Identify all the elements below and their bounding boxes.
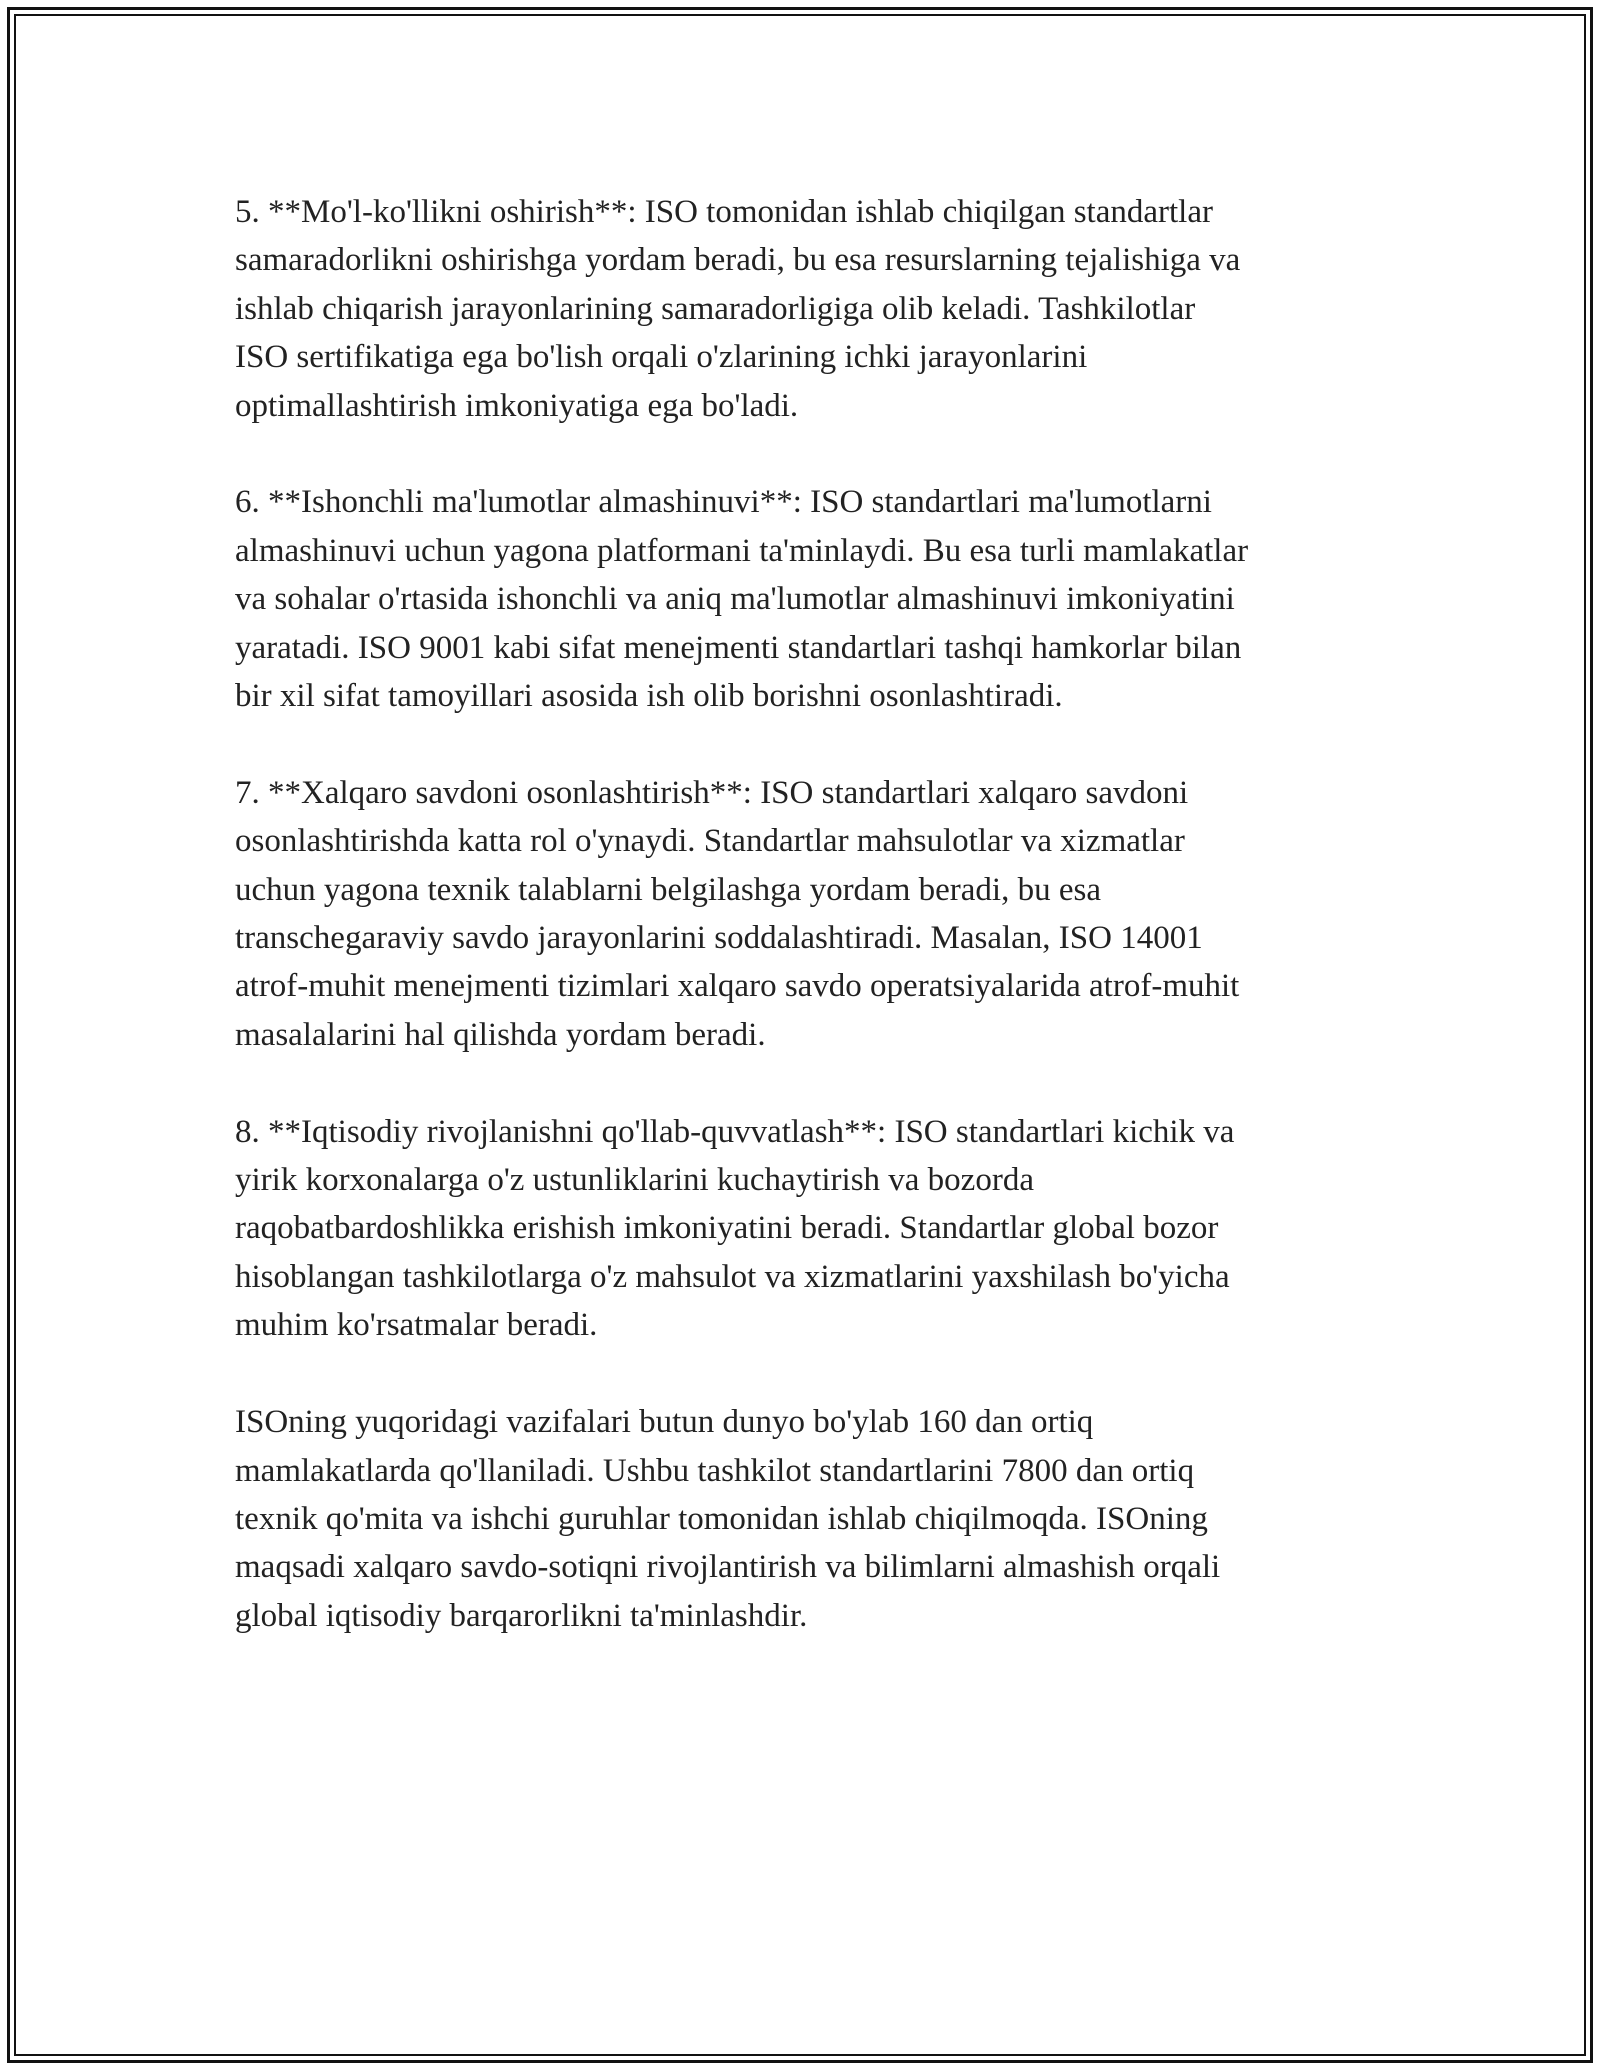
paragraph-item-6 xyxy=(235,478,1385,720)
text-line: samaradorlikni oshirishga yordam beradi, bu esa resurslarning tejalishiga va xyxy=(235,242,1241,279)
text-line: ishlab chiqarish jarayonlarining samaradorligiga olib keladi. Tashkilotlar xyxy=(235,290,1196,327)
text-line: transchegaraviy savdo jarayonlarini soddalashtiradi. Masalan, ISO 14001 xyxy=(235,920,1203,957)
paragraph-item-8 xyxy=(235,1108,1385,1350)
text-line: bir xil sifat tamoyillari asosida ish olib borishni osonlashtiradi. xyxy=(235,678,1063,715)
text-line: ISO sertifikatiga ega bo'lish orqali o'zlarining ichki jarayonlarini xyxy=(235,339,1088,376)
document-body xyxy=(235,188,1385,1689)
text-line: masalalarini hal qilishda yordam beradi. xyxy=(235,1016,766,1053)
text-line: texnik qo'mita va ishchi guruhlar tomonidan ishlab chiqilmoqda. ISOning xyxy=(235,1500,1208,1537)
text-line: yirik korxonalarga o'z ustunliklarini kuchaytirish va bozorda xyxy=(235,1162,1034,1199)
text-line: maqsadi xalqaro savdo-sotiqni rivojlantirish va bilimlarni almashish orqali xyxy=(235,1549,1221,1586)
text-line: muhim ko'rsatmalar beradi. xyxy=(235,1307,598,1344)
text-line: mamlakatlarda qo'llaniladi. Ushbu tashkilot standartlarini 7800 dan ortiq xyxy=(235,1452,1195,1489)
paragraph-item-5 xyxy=(235,188,1385,430)
text-line: global iqtisodiy barqarorlikni ta'minlashdir. xyxy=(235,1597,808,1634)
text-line: osonlashtirishda katta rol o'ynaydi. Standartlar mahsulotlar va xizmatlar xyxy=(235,823,1185,860)
text-line: almashinuvi uchun yagona platformani ta'minlaydi. Bu esa turli mamlakatlar xyxy=(235,532,1249,569)
text-line: uchun yagona texnik talablarni belgilashga yordam beradi, bu esa xyxy=(235,871,1101,908)
text-line: 7. **Xalqaro savdoni osonlashtirish**: ISO standartlari xalqaro savdoni xyxy=(235,774,1189,811)
text-line: raqobatbardoshlikka erishish imkoniyatini beradi. Standartlar global bozor xyxy=(235,1210,1219,1247)
text-line: 5. **Mo'l-ko'llikni oshirish**: ISO tomonidan ishlab chiqilgan standartlar xyxy=(235,194,1213,230)
text-line: 6. **Ishonchli ma'lumotlar almashinuvi**: ISO standartlari ma'lumotlarni xyxy=(235,484,1212,521)
paragraph-conclusion xyxy=(235,1398,1385,1640)
text-line: optimallashtirish imkoniyatiga ega bo'ladi. xyxy=(235,387,799,424)
paragraph-item-7 xyxy=(235,769,1385,1059)
text-line: va sohalar o'rtasida ishonchli va aniq ma'lumotlar almashinuvi imkoniyatini xyxy=(235,581,1235,618)
text-line: 8. **Iqtisodiy rivojlanishni qo'llab-quvvatlash**: ISO standartlari kichik va xyxy=(235,1113,1235,1150)
text-line: hisoblangan tashkilotlarga o'z mahsulot va xizmatlarini yaxshilash bo'yicha xyxy=(235,1258,1230,1295)
text-line: yaratadi. ISO 9001 kabi sifat menejmenti standartlari tashqi hamkorlar bilan xyxy=(235,629,1242,666)
text-line: atrof-muhit menejmenti tizimlari xalqaro savdo operatsiyalarida atrof-muhit xyxy=(235,968,1240,1005)
text-line: ISOning yuqoridagi vazifalari butun dunyo bo'ylab 160 dan ortiq xyxy=(235,1404,1094,1441)
